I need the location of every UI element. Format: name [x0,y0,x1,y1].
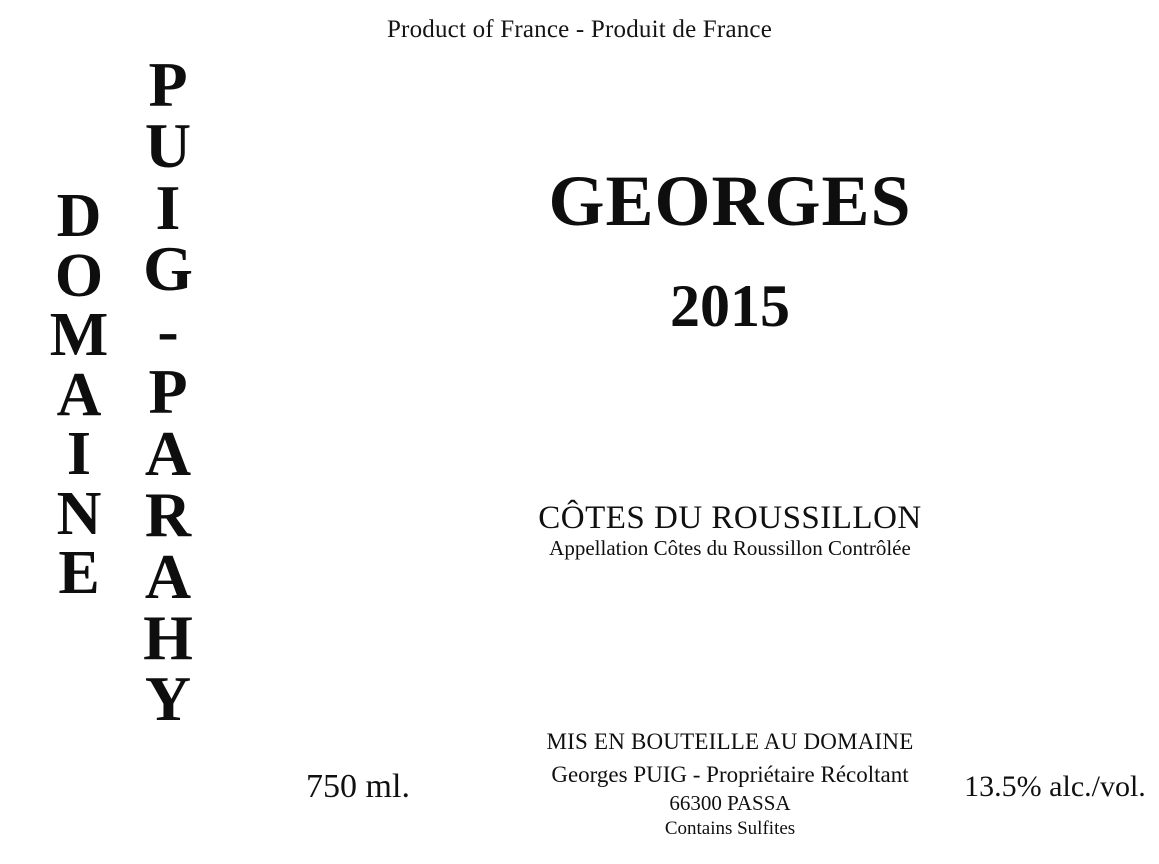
vertical-letter: P [148,356,188,428]
appellation-title: CÔTES DU ROUSSILLON [538,500,922,536]
vertical-letter: E [58,539,100,608]
vertical-letter: Y [144,663,192,735]
vertical-letter: - [157,294,179,366]
producer-address: 66300 PASSA [669,791,791,815]
producer-name: Georges PUIG - Propriétaire Récoltant [551,762,909,787]
vertical-letter: U [144,110,192,182]
vertical-word-domaine [40,182,118,608]
appellation-subtitle: Appellation Côtes du Roussillon Contrôlée [549,536,911,560]
vertical-letter: A [144,540,192,612]
vertical-letter: R [144,479,192,551]
vertical-letter: P [148,49,188,120]
vertical-word-puig-parahy [126,49,210,735]
vertical-letter: G [143,233,193,305]
sulfites-warning: Contains Sulfites [664,818,796,839]
vertical-letter: O [54,241,104,310]
vertical-letter: M [49,301,109,370]
vertical-letter: A [56,360,102,429]
cuvee-name: GEORGES [548,161,912,241]
vertical-letter: H [143,601,193,673]
vertical-letter: I [155,171,181,243]
vertical-letter: I [66,420,92,489]
vertical-letter: D [56,182,102,250]
vertical-letter: N [56,479,102,548]
bottle-volume: 750 ml. [306,768,410,805]
product-of-france-text: Product of France - Produit de France [386,16,773,43]
vertical-letter: A [144,417,192,489]
vintage-year: 2015 [670,273,790,339]
alcohol-content: 13.5% alc./vol. [964,770,1146,803]
bottling-statement: MIS EN BOUTEILLE AU DOMAINE [546,729,914,754]
